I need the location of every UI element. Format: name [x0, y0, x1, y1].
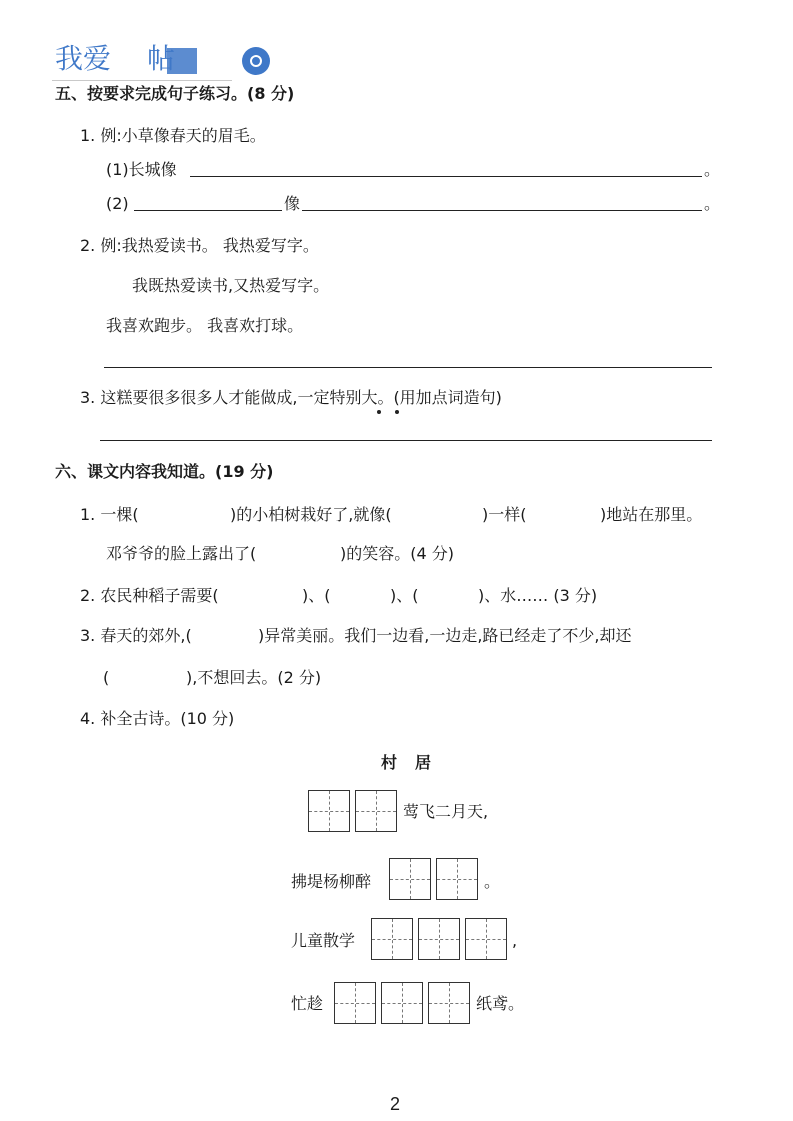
- s6-q1-b: )的小柏树栽好了,就像(: [230, 505, 392, 524]
- section6-title: 六、课文内容我知道。(19 分): [55, 462, 274, 481]
- char-box[interactable]: [381, 982, 423, 1024]
- char-box[interactable]: [428, 982, 470, 1024]
- header-divider: [52, 80, 232, 81]
- s6-q1-e: 邓爷爷的脸上露出了(: [106, 544, 257, 563]
- char-box[interactable]: [436, 858, 478, 900]
- s5-q1-line2-blank-a[interactable]: [134, 210, 282, 211]
- char-box[interactable]: [389, 858, 431, 900]
- poem-line4-after: 纸鸢。: [476, 994, 525, 1013]
- s6-q3-c: (: [103, 668, 110, 687]
- s6-q2-b: )、(: [302, 586, 331, 605]
- s5-q1-line2-mid: 像: [284, 194, 301, 213]
- char-box[interactable]: [371, 918, 413, 960]
- char-box[interactable]: [334, 982, 376, 1024]
- s5-q2-task: 我喜欢跑步。 我喜欢打球。: [106, 316, 304, 335]
- logo-text: 我爱 帖: [55, 42, 176, 75]
- poem-line3-before: 儿童散学: [291, 931, 356, 950]
- s6-q3-d: ),不想回去。(2 分): [186, 668, 322, 687]
- s6-q2-d: )、水…… (3 分): [478, 586, 598, 605]
- s6-q4-text: 4. 补全古诗。(10 分): [80, 709, 235, 728]
- s6-q2-c: )、(: [390, 586, 419, 605]
- s5-q1-line1-end: 。: [704, 160, 721, 179]
- poem-line1-after: 莺飞二月天,: [403, 802, 489, 821]
- section5-title: 五、按要求完成句子练习。(8 分): [55, 84, 295, 103]
- s5-q3-text: 3. 这糕要很多很多人才能做成,一定特别大。(用加点词造句): [80, 388, 502, 407]
- s6-q1-a: 1. 一棵(: [80, 505, 139, 524]
- emphasis-dot: [377, 410, 381, 414]
- s5-q1-example: 1. 例:小草像春天的眉毛。: [80, 126, 266, 145]
- s6-q3-a: 3. 春天的郊外,(: [80, 626, 192, 645]
- s6-q1-c: )一样(: [482, 505, 527, 524]
- s5-q3-answer-line[interactable]: [100, 440, 712, 441]
- s6-q2-a: 2. 农民种稻子需要(: [80, 586, 219, 605]
- s5-q1-line1-prefix: (1)长城像: [106, 160, 177, 179]
- s5-q1-line2-end: 。: [704, 194, 721, 213]
- s5-q1-line2-blank-b[interactable]: [302, 210, 702, 211]
- poem-line3-after: ,: [512, 931, 518, 950]
- emphasis-dot: [395, 410, 399, 414]
- poem-line2-after: 。: [484, 872, 501, 891]
- s6-q1-f: )的笑容。(4 分): [340, 544, 454, 563]
- s5-q2-example: 2. 例:我热爱读书。 我热爱写字。: [80, 236, 319, 255]
- s5-q2-answer-line[interactable]: [104, 367, 712, 368]
- page-number: 2: [390, 1094, 401, 1114]
- char-box[interactable]: [355, 790, 397, 832]
- poem-line2-before: 拂堤杨柳醉: [291, 872, 372, 891]
- poem-title: 村居: [381, 753, 450, 772]
- s5-q1-line1-blank[interactable]: [190, 176, 702, 177]
- s6-q3-b: )异常美丽。我们一边看,一边走,路已经走了不少,却还: [258, 626, 632, 645]
- logo-badge-icon: [242, 47, 270, 75]
- char-box[interactable]: [465, 918, 507, 960]
- poem-line4-before: 忙趁: [291, 994, 324, 1013]
- char-box[interactable]: [308, 790, 350, 832]
- s5-q1-line2-prefix: (2): [106, 194, 129, 213]
- s5-q2-model: 我既热爱读书,又热爱写字。: [132, 276, 330, 295]
- s6-q1-d: )地站在那里。: [600, 505, 703, 524]
- char-box[interactable]: [418, 918, 460, 960]
